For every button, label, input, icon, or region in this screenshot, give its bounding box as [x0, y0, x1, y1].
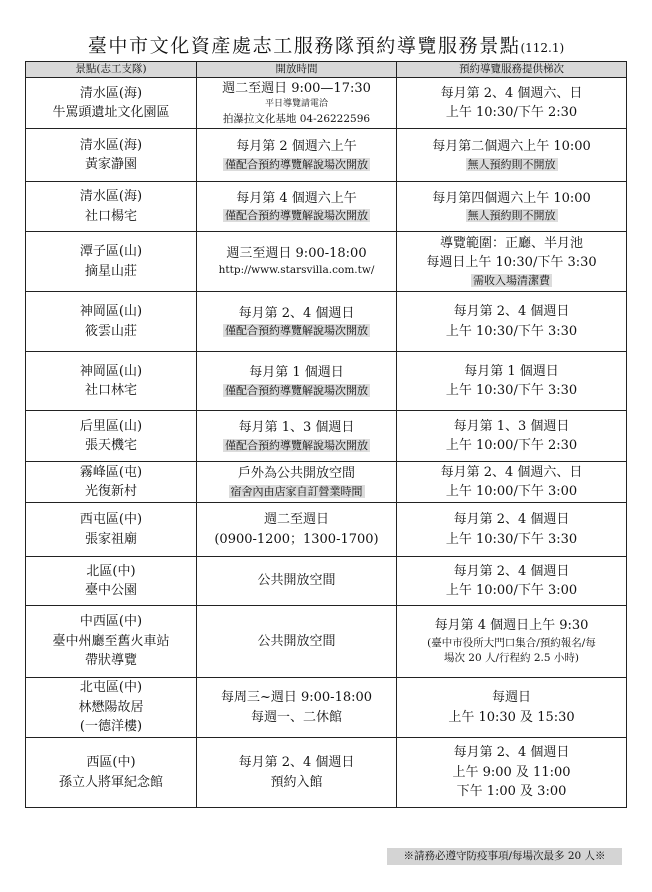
highlighted-text: 僅配合預約導覽解說場次開放 — [225, 209, 368, 222]
tour-schedule-cell — [397, 182, 627, 232]
site-cell — [26, 232, 197, 292]
tour-schedule-cell — [397, 78, 627, 129]
site-cell — [26, 678, 197, 738]
tour-schedule-cell — [397, 557, 627, 606]
tour-line: 下午 1:00 及 3:00 — [456, 784, 567, 800]
opening-line: 每月第 1 個週日 — [249, 365, 344, 380]
site-district: 神岡區(山) — [79, 304, 143, 319]
site-cell — [26, 182, 197, 232]
opening-hours-cell — [197, 232, 397, 292]
highlighted-text: 僅配合預約導覽解說場次開放 — [225, 438, 368, 452]
table-row — [26, 232, 627, 292]
opening-hours-cell — [197, 678, 397, 738]
tour-line: (臺中市役所大門口集合/預約報名/每 — [427, 636, 596, 649]
tour-schedule-cell — [397, 232, 627, 292]
tour-line: 上午 10:00/下午 2:30 — [445, 438, 578, 453]
opening-line: http://www.starsvilla.com.tw/ — [218, 264, 375, 277]
tour-line: 每月第 2、4 個週日 — [453, 745, 570, 761]
site-district: 中西區(中) — [79, 614, 143, 630]
table-row — [26, 352, 627, 411]
tour-line: 場次 20 人/行程約 2.5 小時) — [443, 652, 580, 665]
site-name: 摘星山莊 — [84, 263, 137, 279]
site-name: 臺中州廳至舊火車站 — [52, 633, 170, 649]
table-row — [26, 292, 627, 352]
site-name: 帶狀導覽 — [84, 653, 137, 669]
tour-line: 每月第 2、4 個週日 — [453, 512, 570, 527]
table-row — [26, 606, 627, 678]
site-district: 清水區(海) — [79, 85, 143, 101]
tour-line: 每月第 1 個週日 — [464, 363, 559, 379]
site-district: 霧峰區(屯) — [79, 464, 143, 480]
opening-line — [197, 157, 396, 174]
site-cell — [26, 503, 197, 557]
tour-line: 導覽範圍：正廳、半月池 — [439, 235, 583, 251]
opening-line: (0900-1200；1300-1700) — [214, 531, 379, 547]
tour-line: 每週日上午 10:30/下午 3:30 — [426, 255, 597, 271]
opening-line: 週二至週日 9:00—17:30 — [222, 80, 371, 96]
tour-schedule-cell — [397, 503, 627, 557]
tour-line: 上午 10:30/下午 3:30 — [445, 323, 578, 339]
opening-hours-cell — [197, 557, 397, 606]
highlighted-text: 僅配合預約導覽解說場次開放 — [225, 383, 368, 397]
opening-line — [197, 208, 396, 225]
tour-line — [397, 157, 626, 174]
highlighted-text: 無人預約則不開放 — [467, 209, 556, 222]
tour-schedule-cell — [397, 462, 627, 503]
tour-line: 上午 10:00/下午 3:00 — [445, 583, 578, 598]
tour-line: 每月第 2、4 個週日 — [453, 563, 570, 579]
site-name: 筱雲山莊 — [84, 323, 137, 339]
opening-hours-cell — [197, 129, 397, 182]
site-name: 林懋陽故居 — [78, 699, 144, 715]
column-header: 開放時間 — [197, 62, 397, 78]
opening-hours-cell — [197, 292, 397, 352]
opening-line: 平日導覽請電洽 — [264, 99, 328, 110]
opening-hours-cell — [197, 182, 397, 232]
tour-line: 上午 10:30/下午 3:30 — [445, 383, 578, 398]
highlighted-text: 僅配合預約導覽解說場次開放 — [225, 157, 368, 171]
column-header: 景點(志工支隊) — [26, 62, 197, 78]
table-row — [26, 462, 627, 503]
site-cell — [26, 292, 197, 352]
site-name: 社口楊宅 — [84, 208, 137, 224]
opening-line: 預約入館 — [270, 774, 323, 790]
table-row — [26, 557, 627, 606]
opening-line: 每月第 1、3 個週日 — [238, 420, 355, 435]
table-row — [26, 678, 627, 738]
site-cell — [26, 462, 197, 503]
opening-line — [197, 383, 396, 400]
table-row — [26, 738, 627, 808]
tour-line: 上午 10:00/下午 3:00 — [445, 484, 578, 499]
site-district: 清水區(海) — [79, 137, 143, 153]
tour-line: 上午 10:30 及 15:30 — [448, 709, 575, 725]
site-name: (一德洋樓) — [79, 719, 143, 735]
table-row — [26, 78, 627, 129]
site-district: 北區(中) — [86, 563, 136, 579]
site-name: 張天機宅 — [84, 438, 137, 453]
tour-schedule-cell — [397, 738, 627, 808]
title-date: (112.1) — [520, 41, 565, 55]
tour-line: 上午 10:30/下午 2:30 — [445, 105, 578, 120]
site-district: 西屯區(中) — [79, 512, 143, 527]
site-district: 北屯區(中) — [79, 680, 143, 696]
tour-schedule-cell — [397, 129, 627, 182]
opening-line — [197, 323, 396, 340]
table-row — [26, 129, 627, 182]
site-cell — [26, 606, 197, 678]
opening-line — [197, 438, 396, 455]
tour-line: 每月第四個週六上午 10:00 — [432, 190, 591, 206]
table-row — [26, 182, 627, 232]
table-row — [26, 411, 627, 462]
tour-line — [397, 273, 626, 290]
site-district: 清水區(海) — [79, 189, 143, 204]
opening-line: 拍瀑拉文化基地 04-26222596 — [222, 112, 371, 125]
table-row — [26, 503, 627, 557]
opening-hours-cell — [197, 78, 397, 129]
header-row — [26, 62, 627, 78]
site-name: 孫立人將軍紀念館 — [58, 774, 163, 790]
site-district: 潭子區(山) — [79, 244, 143, 259]
tour-schedule-cell — [397, 411, 627, 462]
opening-line: 週三至週日 9:00-18:00 — [226, 245, 367, 261]
site-name: 臺中公園 — [84, 583, 137, 598]
opening-hours-cell — [197, 503, 397, 557]
tour-line: 每月第 2、4 個週日 — [453, 304, 570, 319]
tour-schedule-cell — [397, 678, 627, 738]
opening-line: 公共開放空間 — [257, 573, 336, 589]
opening-hours-cell — [197, 352, 397, 411]
tour-line: 每月第 2、4 個週六、日 — [440, 85, 583, 101]
tour-line — [397, 208, 626, 225]
site-district: 神岡區(山) — [79, 363, 143, 379]
title-main: 臺中市文化資產處志工服務隊預約導覽服務景點 — [87, 35, 521, 57]
page-title — [0, 31, 652, 58]
highlighted-text: 需收入場清潔費 — [473, 273, 550, 287]
opening-line: 每週一、二休館 — [250, 709, 342, 725]
tour-line: 上午 9:00 及 11:00 — [452, 764, 571, 780]
opening-line — [197, 484, 396, 501]
site-cell — [26, 738, 197, 808]
opening-line: 每周三~週日 9:00-18:00 — [220, 690, 373, 705]
tour-line: 每月第 4 個週日上午 9:30 — [434, 618, 589, 633]
notice-banner: ※請務必遵守防疫事項/每場次最多 20 人※ — [387, 848, 622, 865]
site-district: 西區(中) — [86, 755, 136, 770]
tour-line: 每月第二個週六上午 10:00 — [432, 139, 591, 154]
opening-hours-cell — [197, 411, 397, 462]
site-name: 社口林宅 — [84, 383, 137, 398]
site-cell — [26, 78, 197, 129]
highlighted-text: 宿舍內由店家自訂營業時間 — [230, 484, 363, 498]
site-cell — [26, 352, 197, 411]
opening-hours-cell — [197, 606, 397, 678]
column-header: 預約導覽服務提供梯次 — [397, 62, 627, 78]
site-name: 張家祖廟 — [84, 531, 137, 547]
tour-line: 上午 10:30/下午 3:30 — [445, 531, 578, 547]
highlighted-text: 僅配合預約導覽解說場次開放 — [225, 324, 368, 337]
site-name: 光復新村 — [84, 484, 137, 499]
tour-line: 每月第 1、3 個週日 — [453, 418, 570, 434]
highlighted-text: 無人預約則不開放 — [467, 157, 556, 171]
tour-line: 每週日 — [491, 690, 531, 705]
site-district: 后里區(山) — [79, 418, 143, 434]
opening-line: 每月第 2、4 個週日 — [238, 305, 355, 321]
tour-line: 每月第 2、4 個週六、日 — [440, 464, 583, 480]
site-cell — [26, 557, 197, 606]
opening-line: 週二至週日 — [263, 512, 329, 527]
opening-line: 每月第 2、4 個週日 — [238, 755, 355, 770]
opening-line: 每月第 4 個週六上午 — [236, 190, 357, 206]
site-cell — [26, 129, 197, 182]
tour-schedule-cell — [397, 292, 627, 352]
site-name: 牛罵頭遺址文化園區 — [52, 105, 170, 120]
opening-line: 每月第 2 個週六上午 — [236, 139, 357, 154]
opening-line: 公共開放空間 — [257, 633, 336, 649]
opening-hours-cell — [197, 738, 397, 808]
site-name: 黃家瀞園 — [84, 157, 137, 172]
tour-schedule-cell — [397, 352, 627, 411]
site-cell — [26, 411, 197, 462]
tour-schedule-cell — [397, 606, 627, 678]
opening-hours-cell — [197, 462, 397, 503]
opening-line: 戶外為公共開放空間 — [237, 466, 355, 481]
schedule-table — [25, 61, 627, 808]
